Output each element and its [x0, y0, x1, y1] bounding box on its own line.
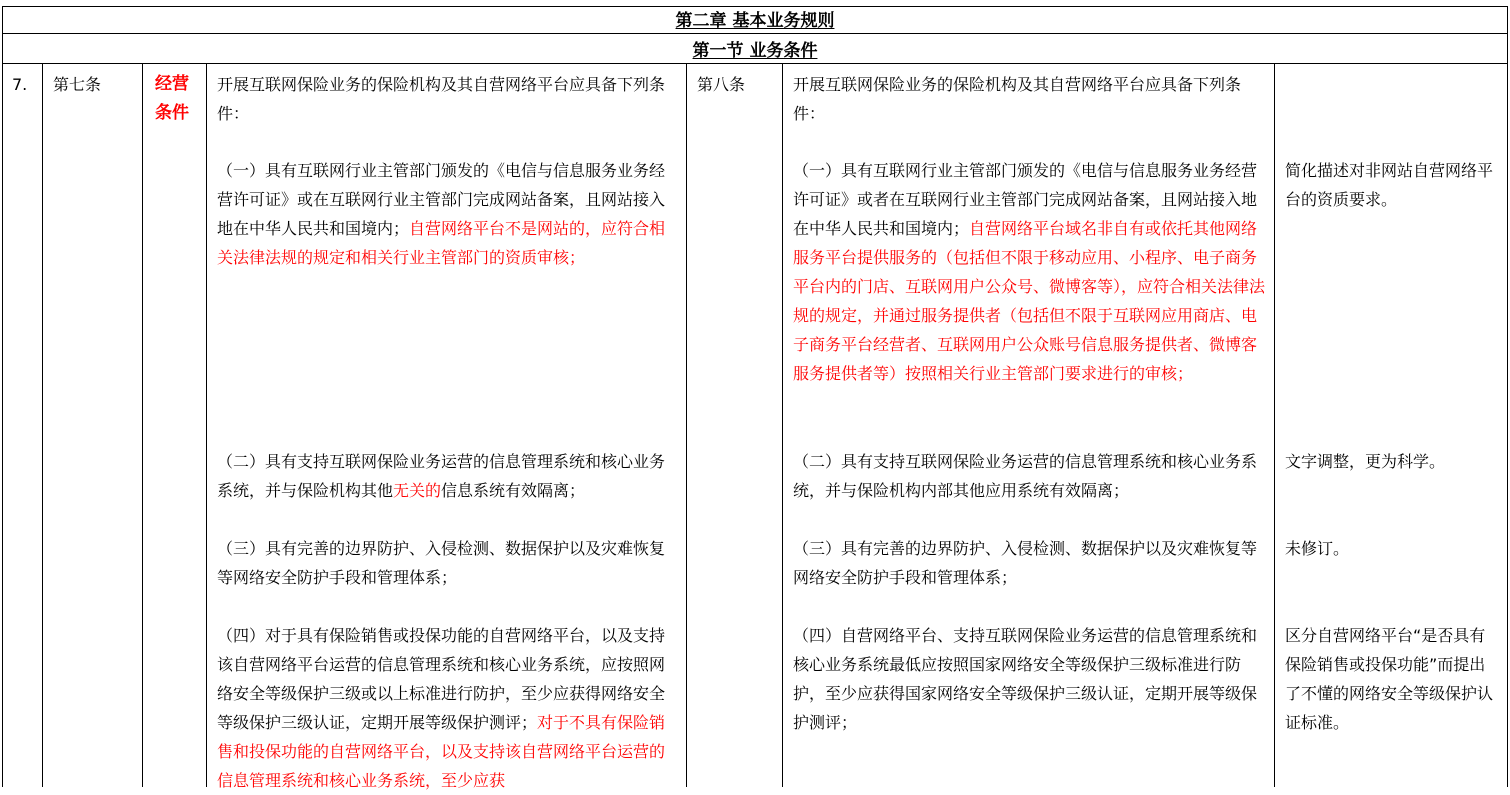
table-border-left [2, 63, 3, 787]
column-divider [142, 63, 143, 787]
new-text-intro: 开展互联网保险业务的保险机构及其自营网络平台应具备下列条件： [793, 75, 1242, 123]
old-clause-4-deleted-text: 对于不具有保险销售和投保功能的自营网络平台，以及支持该自营网络平台运营的信息管理系统和核心业务系统，至少应获 [217, 713, 666, 790]
column-divider [206, 63, 207, 787]
old-text-clause-2 [217, 447, 679, 505]
section-title: 第一节 业务条件 [2, 33, 1508, 64]
column-divider [782, 63, 783, 787]
old-text-clause-4 [217, 621, 679, 795]
new-clause-1-text: （一）具有互联网行业主管部门颁发的《电信与信息服务业务经营许可证》或者在互联网行业主管部门完成网站备案，且网站接入地在中华人民共和国境内； [793, 161, 1258, 238]
topic-label [155, 70, 189, 128]
new-text-clause-4: （四）自营网络平台、支持互联网保险业务运营的信息管理系统和核心业务系统最低应按照国家网络安全等级保护三级标准进行防护，至少应获得国家网络安全等级保护三级认证，定期开展等级保护测评； [793, 626, 1258, 732]
new-text-clause-3: （三）具有完善的边界防护、入侵检测、数据保护以及灾难恢复等网络安全防护手段和管理体系； [793, 539, 1258, 587]
old-clause-2-text-b: 信息系统有效隔离； [441, 481, 586, 500]
old-article-number: 第七条 [53, 75, 102, 94]
note-clause-4: 区分自营网络平台“是否具有保险销售或投保功能”而提出了不懂的网络安全等级保护认证标准。 [1285, 626, 1494, 732]
new-text-clause-1 [793, 156, 1267, 388]
note-clause-1: 简化描述对非网站自营网络平台的资质要求。 [1285, 161, 1494, 209]
note-clause-2: 文字调整，更为科学。 [1285, 452, 1446, 471]
note-clause-3: 未修订。 [1285, 539, 1350, 558]
column-divider [42, 63, 43, 787]
old-clause-2-deleted-text: 无关的 [393, 481, 442, 500]
old-clause-2-text-a: （二）具有支持互联网保险业务运营的信息管理系统和核心业务系统，并与保险机构其他 [217, 452, 666, 500]
new-article-number: 第八条 [697, 75, 746, 94]
topic-label-line2: 条件 [155, 103, 189, 123]
old-text-clause-1 [217, 156, 679, 272]
old-text-clause-3: （三）具有完善的边界防护、入侵检测、数据保护以及灾难恢复等网络安全防护手段和管理体系； [217, 539, 666, 587]
old-text-intro: 开展互联网保险业务的保险机构及其自营网络平台应具备下列条件： [217, 75, 666, 123]
new-text-clause-2: （二）具有支持互联网保险业务运营的信息管理系统和核心业务系统，并与保险机构内部其他应用系统有效隔离； [793, 452, 1258, 500]
old-clause-4-text: （四）对于具有保险销售或投保功能的自营网络平台，以及支持该自营网络平台运营的信息管理系统和核心业务系统，应按照网络安全等级保护三级或以上标准进行防护，至少应获得网络安全等级保护三级认证，定期开展等级保护测评； [217, 626, 666, 732]
old-clause-1-text: （一）具有互联网行业主管部门颁发的《电信与信息服务业务经营许可证》或在互联网行业主管部门完成网站备案，且网站接入地在中华人民共和国境内； [217, 161, 666, 238]
column-divider [1274, 63, 1275, 787]
topic-label-line1: 经营 [155, 74, 189, 94]
column-divider [686, 63, 687, 787]
new-clause-1-added-text: 自营网络平台域名非自有或依托其他网络服务平台提供服务的（包括但不限于移动应用、小程序、电子商务平台内的门店、互联网用户公众号、微博客等），应符合相关法律法规的规定，并通过服务提供者（包括但不限于互联网应用商店、电子商务平台经营者、互联网用户公众账号信息服务提供者、微博客服务提供者等）按照相关行业主管部门要求进行的审核； [793, 219, 1266, 383]
table-border-right [1507, 63, 1508, 787]
chapter-title: 第二章 基本业务规则 [2, 6, 1508, 33]
row-number: 7. [12, 75, 28, 94]
old-clause-1-deleted-text: 自营网络平台不是网站的，应符合相关法律法规的规定和相关行业主管部门的资质审核； [217, 219, 666, 267]
